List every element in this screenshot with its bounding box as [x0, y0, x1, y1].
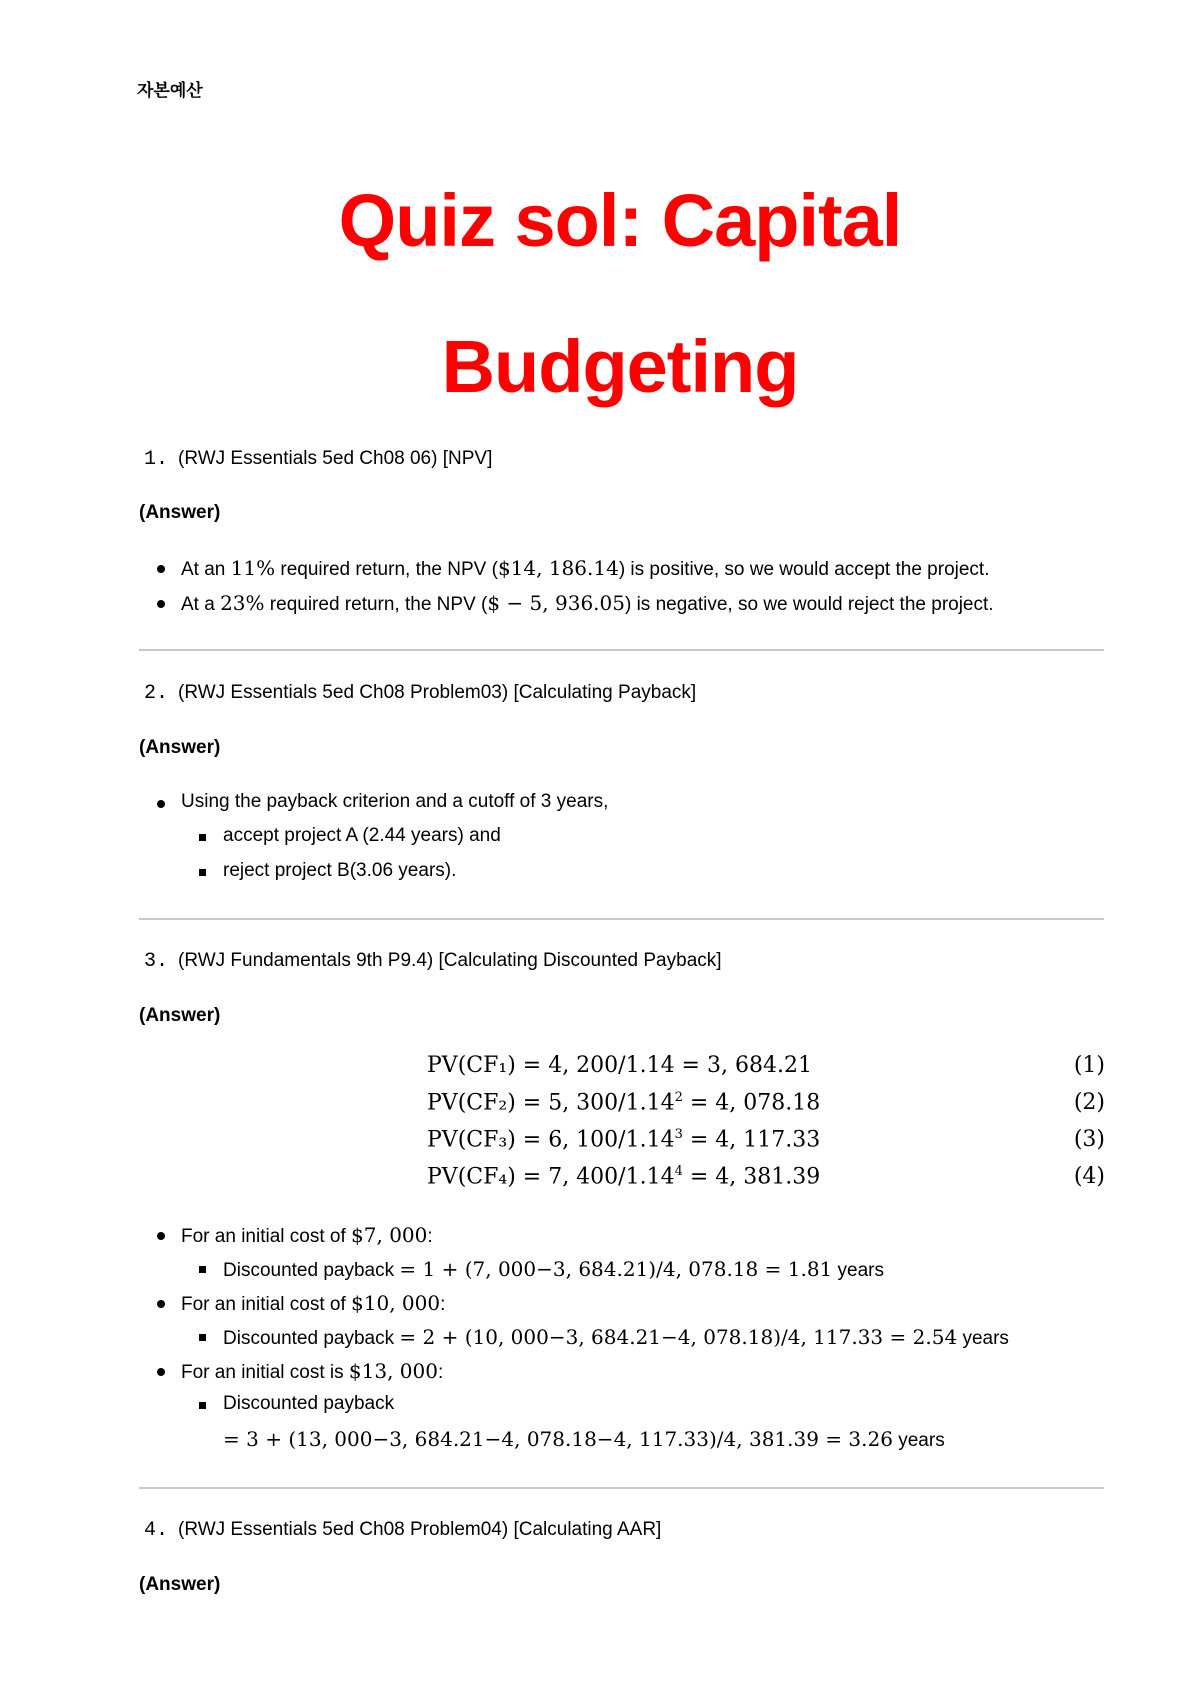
divider [139, 649, 1104, 651]
bullet-icon [157, 1232, 165, 1240]
question-label: (RWJ Essentials 5ed Ch08 06) [NPV] [178, 448, 493, 469]
sub-list-item-continuation: = 3 + (13, 000−3, 684.21−4, 078.18−4, 117.33)/4, 381.39 = 3.26 years [223, 1427, 945, 1451]
answer-label: (Answer) [139, 1574, 221, 1595]
page-header: 자본예산 [137, 81, 203, 101]
answer-label: (Answer) [139, 502, 221, 523]
bullet-icon [157, 1368, 165, 1376]
question-number: 1. [144, 448, 169, 471]
equation-2: PV(CF₂) = 5, $300/1.14^2 = 4$, 078.18 [427, 1090, 821, 1116]
square-bullet-icon [199, 1334, 206, 1341]
sub-list-item: Discounted payback = 1 + (7, 000−3, 684.21)/4, 078.18 = 1.81 years [223, 1257, 884, 1282]
question-label: (RWJ Fundamentals 9th P9.4) [Calculating Discounted Payback] [178, 950, 722, 971]
question-number: 4. [144, 1519, 169, 1542]
divider [139, 1487, 1104, 1489]
bullet-icon [157, 600, 165, 608]
sub-list-item: accept project A (2.44 years) and [223, 825, 501, 847]
equation-1: PV(CF₁) = 4, 200/1.14 = 3, 684.21 [427, 1053, 812, 1078]
question-label: (RWJ Essentials 5ed Ch08 Problem04) [Calculating AAR] [178, 1519, 662, 1540]
question-2-heading [144, 682, 696, 705]
answer-label: (Answer) [139, 1005, 221, 1026]
list-item: Using the payback criterion and a cutoff of 3 years, [181, 791, 608, 813]
equation-3: PV(CF₃) = 6, $100/1.14^3 = 4$, 117.33 [427, 1127, 821, 1153]
question-number: 2. [144, 682, 169, 705]
question-number: 3. [144, 950, 169, 973]
page-title [0, 148, 1200, 440]
square-bullet-icon [199, 1402, 206, 1409]
list-item: At an 11% required return, the NPV ($14, 186.14) is positive, so we would accept the project. [181, 556, 990, 581]
sub-list-item: Discounted payback [223, 1393, 394, 1415]
square-bullet-icon [199, 1266, 206, 1273]
title-line-1: Quiz sol: Capital [338, 179, 902, 262]
list-item: For an initial cost of $7, 000: [181, 1223, 433, 1248]
question-4-heading [144, 1519, 661, 1542]
list-item: At a 23% required return, the NPV ($ − 5, 936.05) is negative, so we would reject the project. [181, 591, 994, 616]
question-label: (RWJ Essentials 5ed Ch08 Problem03) [Calculating Payback] [178, 682, 697, 703]
sub-list-item: Discounted payback = 2 + (10, 000−3, 684.21−4, 078.18)/4, 117.33 = 2.54 years [223, 1325, 1009, 1350]
list-item: For an initial cost is $13, 000: [181, 1359, 443, 1384]
question-3-heading [144, 950, 722, 973]
title-line-2: Budgeting [441, 325, 799, 408]
list-item: For an initial cost of $10, 000: [181, 1291, 445, 1316]
equation-4: PV(CF₄) = 7, $400/1.14^4 = 4$, 381.39 [427, 1164, 821, 1190]
question-1-heading [144, 448, 492, 471]
bullet-icon [157, 565, 165, 573]
equation-number: (1) [1073, 1053, 1105, 1078]
divider [139, 918, 1104, 920]
square-bullet-icon [199, 869, 206, 876]
equation-number: (4) [1073, 1164, 1105, 1189]
bullet-icon [157, 1300, 165, 1308]
answer-label: (Answer) [139, 737, 221, 758]
equation-number: (3) [1073, 1127, 1105, 1152]
equation-number: (2) [1073, 1090, 1105, 1115]
bullet-icon [157, 800, 165, 808]
sub-list-item: reject project B(3.06 years). [223, 860, 456, 882]
square-bullet-icon [199, 834, 206, 841]
